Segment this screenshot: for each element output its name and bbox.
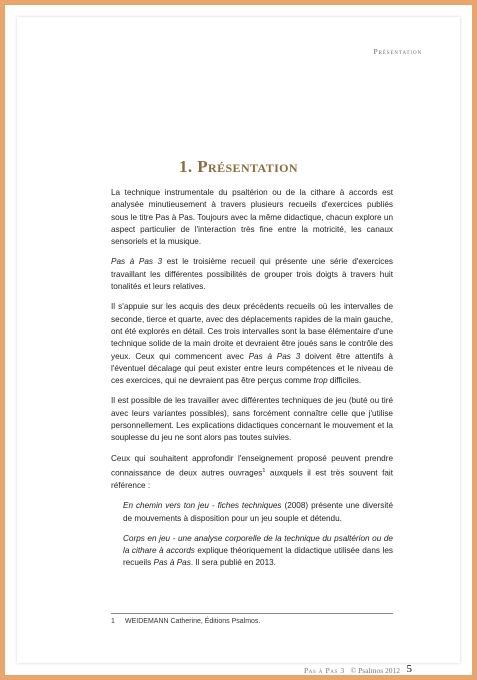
running-header: Présentation	[373, 47, 422, 56]
book-title-em: En chemin vers ton jeu - fiches techniques	[123, 501, 282, 511]
paragraph-5-text-b: auxquels il est très souvent fait référence :	[111, 468, 394, 490]
book-title-em: Corps en jeu - une analyse corporelle de la technique du psaltérion ou de la cithare à accords	[123, 533, 393, 556]
paragraph-2-text: est le troisième recueil qui présente une série d'exercices travaillant les différentes possibilités de grouper trois doigts à travers huit tonalités et leurs relatives.	[111, 257, 393, 292]
quote-1-text: (2008) présente une diversité de mouvements à disposition pour un jeu souple et détendu.	[123, 501, 393, 523]
paragraph-3-text-c: difficiles.	[327, 376, 362, 386]
footnote-ref: 1	[262, 467, 266, 474]
footnote-number: 1	[111, 618, 115, 625]
paragraph-3-text-a: Il s'appuie sur les acquis des deux précédents recueils où les intervalles de seconde, tierce et quarte, avec des déplacements rapides de la main gauche, ont été explorés en détail. Ces trois intervalles sont la base élémentaire d'une technique solide de la main droite et devraient être joués sans le contrôle des yeux. Ceux qui commencent avec	[111, 302, 393, 361]
emphasis-trop: trop	[313, 376, 328, 386]
paragraph-5	[111, 453, 393, 493]
book-title-em: Pas à Pas	[153, 558, 191, 568]
book-title-em: Pas à Pas 3	[248, 351, 301, 361]
document-page	[17, 17, 460, 675]
paragraph-3	[111, 301, 393, 387]
footnote-text: WEIDEMANN Catherine, Éditions Psalmos.	[125, 618, 261, 625]
page-number: 5	[406, 663, 412, 675]
paragraph-3-text-b: doivent être attentifs à l'éventuel décalage qui peut exister entre leurs compétences et le niveau de ces exercices, qui ne devraient pas être perçus comme	[111, 351, 393, 386]
page-title: 1. Présentation	[179, 157, 298, 176]
footnote-divider	[111, 613, 393, 614]
footer-copyright: © Psalmos 2012	[350, 666, 400, 675]
quote-2-text-a: explique théoriquement la didactique utilisée dans les recueils	[123, 546, 393, 568]
footer-book-title: Pas à Pas 3	[303, 666, 345, 675]
paragraph-5-text-a: Ceux qui souhaitent approfondir l'enseignement proposé peuvent prendre connaissance de deux autres ouvrages	[111, 453, 393, 478]
quote-2-text-b: . Il sera publié en 2013.	[190, 558, 276, 568]
footnote	[111, 618, 260, 625]
quote-2	[111, 533, 393, 570]
book-title-em: Pas à Pas 3	[111, 257, 163, 267]
paragraph-4: Il est possible de les travailler avec différentes techniques de jeu (buté ou tiré avec leurs variantes possibles), sans forcément connaître celle que j'utilise personnellement. Les explications didactiques concernant le mouvement et la souplesse du jeu ne sont alors pas toutes suivies.	[111, 396, 393, 443]
paragraph-2	[111, 256, 393, 293]
body-text	[111, 187, 393, 578]
quote-1	[111, 500, 393, 525]
paragraph-1: La technique instrumentale du psaltérion ou de la cithare à accords est analysée minutieusement à travers plusieurs recueils d'exercices publiés sous le titre Pas à Pas. Toujours avec la même didactique, chacun explore un aspect particulier de l'interaction très fine entre la motricité, les canaux sensoriels et la musique.	[111, 188, 393, 247]
page-footer	[304, 666, 400, 675]
